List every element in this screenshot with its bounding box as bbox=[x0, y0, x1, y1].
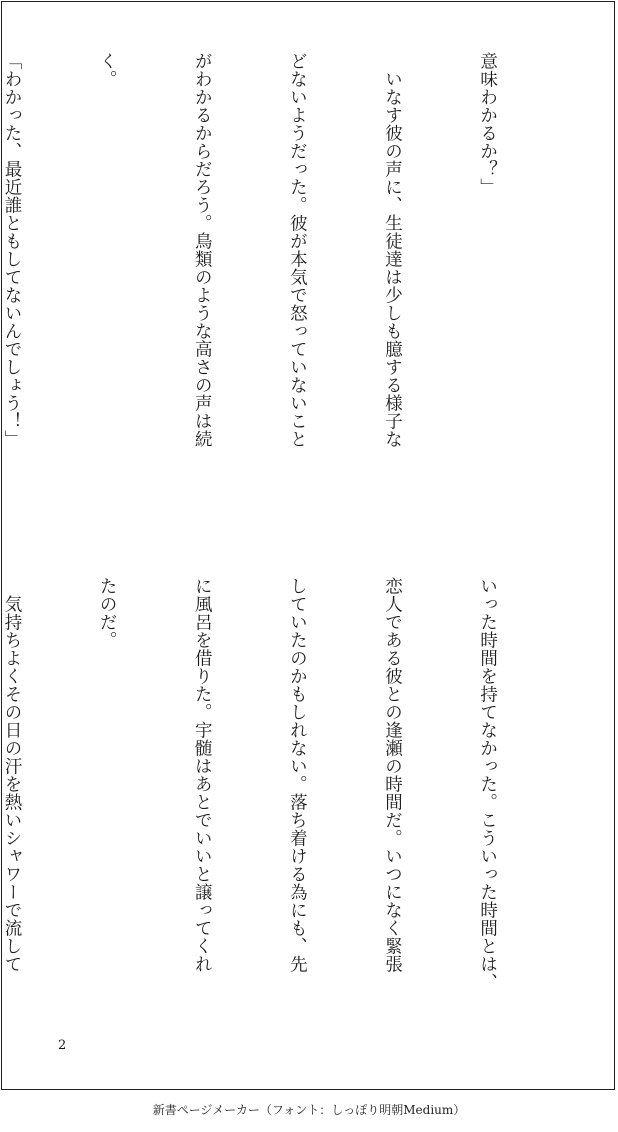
text-line: く。 bbox=[97, 52, 118, 88]
text-line: に風呂を借りた。宇髄はあとでいいと譲ってくれ bbox=[192, 577, 213, 973]
text-line: たのだ。 bbox=[97, 577, 118, 649]
text-line: いなす彼の声に、生徒達は少しも臆する様子な bbox=[382, 52, 403, 448]
text-line: 恋人である彼との逢瀬の時間だ。いつになく緊張 bbox=[382, 577, 403, 973]
text-column-bottom bbox=[0, 577, 566, 1057]
text-line: がわかるからだろう。鳥類のような高さの声は続 bbox=[192, 52, 213, 448]
text-line: いった時間を持てなかった。こういった時間とは、 bbox=[477, 577, 498, 991]
text-line: 気持ちよくその日の汗を熱いシャワーで流して bbox=[2, 577, 23, 973]
text-line: どないようだった。彼が本気で怒っていないこと bbox=[287, 52, 308, 448]
text-line: 「わかった、最近誰ともしてないんでしょう！」 bbox=[2, 52, 23, 448]
page-number: 2 bbox=[58, 1038, 67, 1053]
footer-credit: 新書ページメーカー（フォント：しっぽり明朝Medium） bbox=[152, 1103, 466, 1117]
text-line: 意味わかるか？」 bbox=[477, 52, 498, 196]
text-column-top bbox=[0, 52, 566, 532]
text-line: していたのかもしれない。落ち着ける為にも、先 bbox=[287, 577, 308, 973]
page-frame bbox=[1, 1, 615, 1090]
